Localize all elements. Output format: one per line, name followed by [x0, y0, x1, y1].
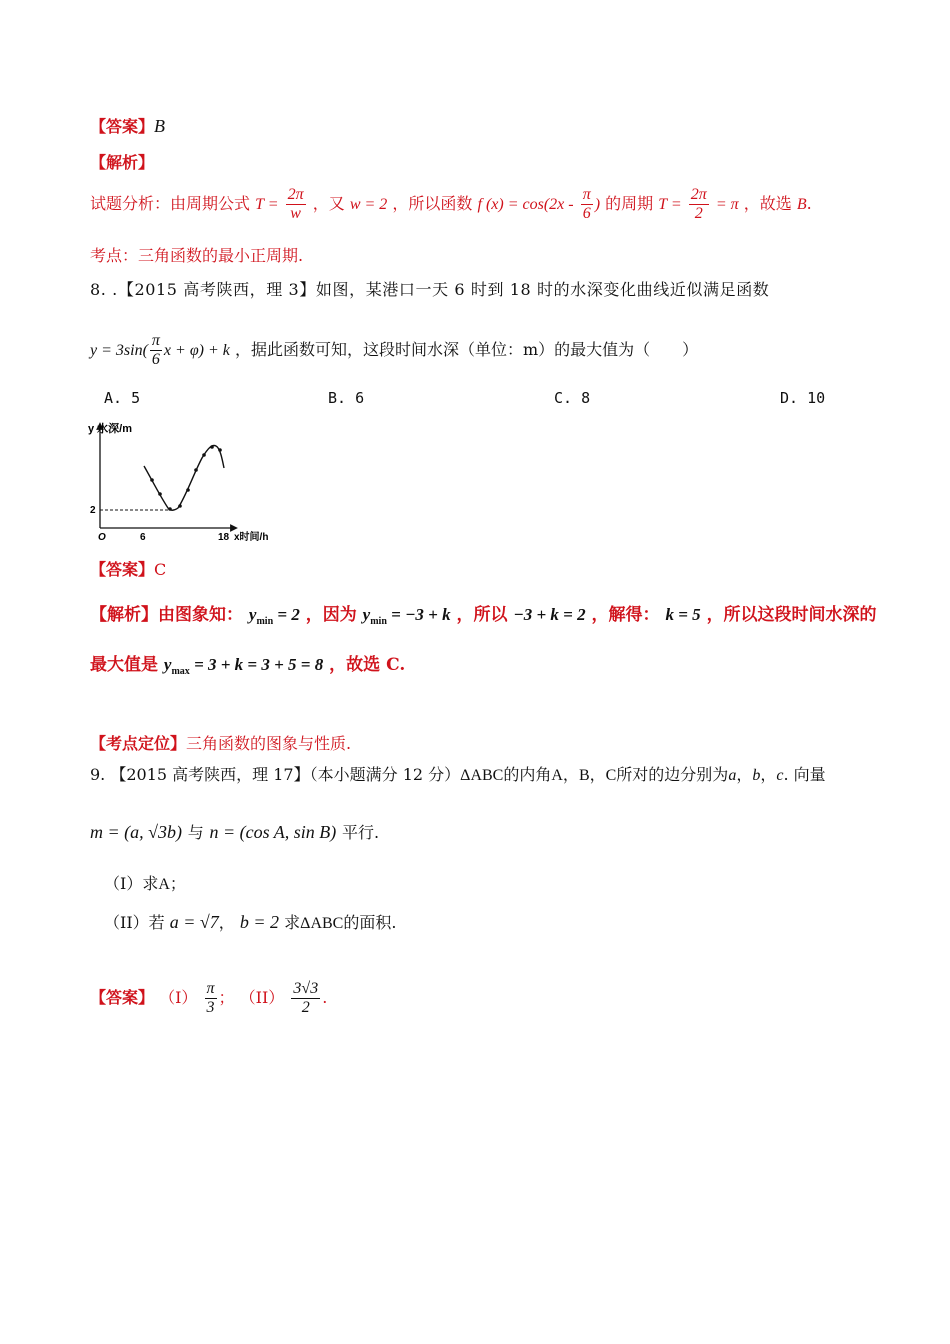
formula: = −3 + k — [391, 605, 451, 624]
q8-analysis-line2 — [90, 650, 405, 677]
fraction-pi-3 — [205, 980, 217, 1018]
formula-y-tail: x + φ) + k — [163, 342, 230, 359]
point-text: 三角函数的图象与性质. — [186, 734, 352, 753]
option-c: C. 8 — [554, 389, 591, 407]
q9-answer-line — [90, 976, 327, 1020]
paren: ) — [594, 196, 601, 213]
frac-num: 2π — [286, 186, 306, 205]
text: . — [322, 988, 328, 1007]
y-axis-label: y 水深/m — [88, 423, 133, 435]
x-axis-label: x时间/h — [234, 532, 269, 543]
q9-line1 — [90, 762, 826, 785]
option-d: D. 10 — [780, 389, 826, 407]
fraction-2pi-2 — [689, 186, 709, 224]
text: 的面积. — [343, 913, 397, 932]
curve-point — [186, 488, 190, 492]
subscript-max: max — [171, 666, 190, 677]
curve-points — [150, 445, 222, 511]
sep: ， — [218, 913, 235, 932]
q7-point: 考点：三角函数的最小正周期. — [90, 246, 304, 265]
option-b: B. 6 — [328, 389, 365, 407]
option-a: A. 5 — [104, 389, 141, 407]
frac-den: 6 — [151, 351, 160, 368]
var-c: c — [776, 767, 784, 784]
analysis-text: 由图象知： — [158, 605, 243, 625]
q7-analysis-line — [90, 184, 812, 225]
fraction-pi-6 — [150, 332, 162, 370]
text: 平行. — [342, 823, 380, 842]
formula: k = 5 — [665, 605, 701, 624]
question-number: 8. — [90, 280, 107, 299]
analysis-text: ，因为 — [305, 605, 357, 625]
text: ； — [169, 874, 186, 893]
curve-point — [202, 453, 206, 457]
fraction-2pi-w — [286, 186, 306, 224]
depth-curve — [144, 446, 224, 511]
curve-point — [194, 468, 198, 472]
q7-answer-line — [90, 114, 165, 137]
y-tick-2: 2 — [90, 505, 96, 516]
vector-n: n = (cos A, sin B) — [209, 822, 337, 842]
frac-den: 3 — [206, 999, 215, 1016]
part-label: （I）求 — [104, 874, 159, 893]
formula-a: a = √7 — [169, 912, 219, 932]
subscript-min: min — [256, 616, 274, 627]
x-tick-18: 18 — [218, 532, 230, 543]
frac-den: 6 — [582, 205, 591, 222]
depth-graph — [84, 418, 294, 544]
q9-part1 — [104, 871, 186, 894]
analysis-tag: 【解析】 — [90, 153, 155, 172]
frac-den: 2 — [694, 205, 703, 222]
curve-point — [218, 448, 222, 452]
triangle-abc: ΔABC — [300, 915, 344, 932]
analysis-text: ，所以 — [456, 605, 508, 625]
frac-den: w — [290, 205, 301, 222]
question-text: 【2015 高考陕西，理 17】（本小题满分 12 分） — [110, 765, 461, 784]
question-number: 9. — [90, 765, 106, 784]
answer-tag: 【答案】 — [90, 988, 155, 1007]
fraction-3sqrt3-2 — [291, 980, 320, 1018]
curve-point — [178, 504, 182, 508]
text: 求 — [284, 913, 301, 932]
curve-point — [158, 492, 162, 496]
formula-T: T = — [255, 196, 279, 213]
frac-den: 2 — [301, 999, 310, 1016]
analysis-text: 试题分析：由周期公式 — [90, 194, 251, 213]
frac-num: 2π — [689, 186, 709, 205]
text: ，故选 — [743, 194, 792, 213]
var-C: C — [605, 767, 617, 784]
vector-m: m = (a, √3b) — [90, 822, 183, 842]
subscript-min: min — [370, 616, 387, 627]
sep: ， — [562, 765, 579, 784]
text: ，又 — [312, 194, 345, 213]
formula-f: f (x) = cos(2x - — [477, 196, 574, 213]
q9-part2 — [104, 910, 396, 933]
frac-num: π — [581, 186, 593, 205]
var-b: b — [752, 767, 761, 784]
q8-analysis-line1 — [90, 600, 877, 627]
text: ，所以函数 — [392, 194, 473, 213]
formula-y: y = 3sin( — [90, 342, 148, 359]
frac-num: 3√3 — [291, 980, 320, 999]
analysis-text: ，所以这段时间水深的 — [706, 605, 877, 625]
answer-value: B — [154, 116, 166, 136]
fraction-pi-6 — [581, 186, 593, 224]
var-A: A — [158, 876, 170, 893]
answer-tag: 【答案】 — [90, 560, 155, 579]
formula: = 3 + k = 3 + 5 = 8 — [194, 655, 324, 674]
frac-num: π — [205, 980, 217, 999]
curve-point — [150, 478, 154, 482]
var-y: y — [248, 605, 257, 624]
question-text: .【2015 高考陕西，理 3】如图，某港口一天 6 时到 18 时的水深变化曲线近似满足函数 — [112, 280, 770, 299]
text: 与 — [187, 823, 204, 842]
part-label: （I） — [159, 988, 198, 1007]
q8-answer-line — [90, 557, 166, 580]
formula: = 2 — [277, 605, 300, 624]
curve-point — [210, 445, 214, 449]
formula-pi: = π — [715, 196, 739, 213]
frac-num: π — [150, 332, 162, 351]
x-tick-6: 6 — [140, 532, 146, 543]
triangle-abc: ΔABC — [460, 767, 504, 784]
q9-line2 — [90, 820, 379, 843]
analysis-text: ，故选 C. — [329, 655, 406, 675]
question-text: ，据此函数可知，这段时间水深（单位：m）的最大值为（ ） — [235, 340, 699, 359]
q8-line1 — [90, 277, 769, 300]
sep: ， — [589, 765, 606, 784]
text: 的周期 — [605, 194, 654, 213]
origin-label: O — [98, 532, 106, 543]
sep: ； — [218, 988, 235, 1007]
var-A: A — [551, 767, 563, 784]
var-a: a — [728, 767, 737, 784]
analysis-tag: 【解析】 — [90, 605, 158, 625]
sep: ， — [760, 765, 777, 784]
answer-value: C — [154, 560, 167, 579]
text: . — [806, 194, 812, 213]
part-label: （II） — [239, 988, 285, 1007]
sep: ， — [736, 765, 753, 784]
point-tag: 【考点定位】 — [90, 734, 187, 753]
curve-point — [168, 507, 172, 511]
var-B: B — [578, 767, 590, 784]
q8-line2 — [90, 330, 698, 371]
analysis-text: ，解得： — [591, 605, 660, 625]
q8-point-line — [90, 731, 351, 754]
choice: B — [796, 196, 807, 213]
question-text: . 向量 — [783, 765, 826, 784]
part-label: （II）若 — [104, 913, 165, 932]
var-y: y — [163, 655, 172, 674]
formula-b: b = 2 — [239, 912, 280, 932]
question-text: 所对的边分别为 — [616, 765, 729, 784]
question-text: 的内角 — [503, 765, 552, 784]
analysis-text: 最大值是 — [90, 655, 158, 675]
formula-w: w = 2 — [349, 196, 388, 213]
formula: −3 + k = 2 — [513, 605, 586, 624]
formula-T2: T = — [658, 196, 682, 213]
var-y: y — [362, 605, 371, 624]
answer-tag: 【答案】 — [90, 117, 155, 136]
